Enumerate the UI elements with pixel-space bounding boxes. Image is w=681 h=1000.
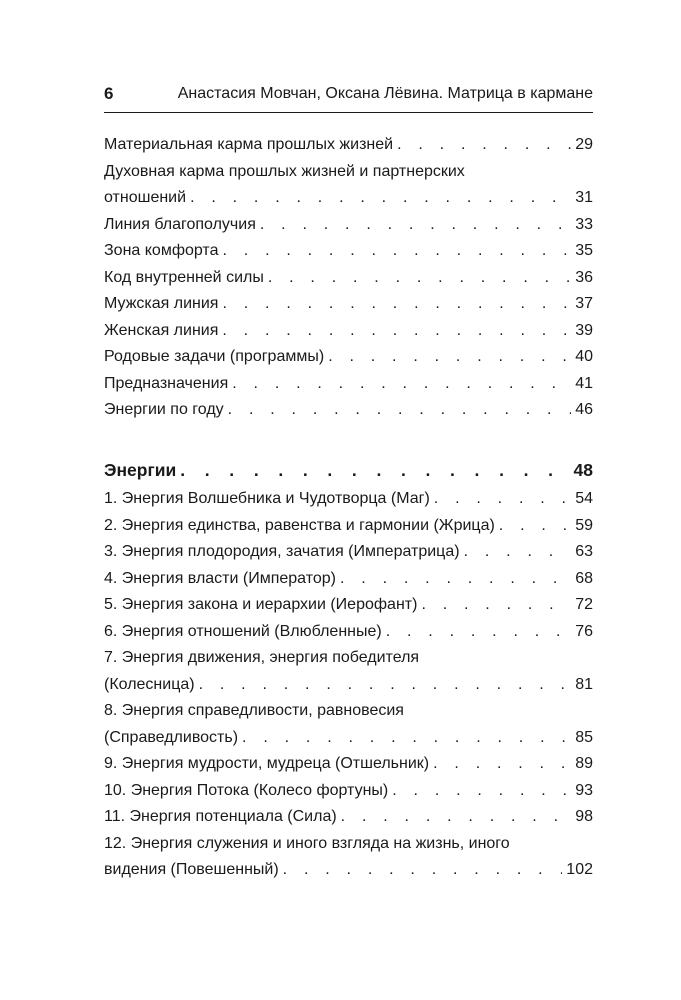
toc-entry-title: Зона комфорта	[104, 242, 219, 259]
toc-list-part2	[104, 486, 593, 884]
toc-entry[interactable]	[104, 212, 593, 239]
dot-leader	[222, 291, 571, 318]
dot-leader	[434, 486, 571, 513]
toc-entry[interactable]	[104, 291, 593, 318]
running-head	[104, 82, 593, 106]
toc-list-part1	[104, 132, 593, 424]
section-page: 48	[573, 460, 593, 480]
toc-entry-page: 29	[575, 136, 593, 153]
toc-entry[interactable]	[104, 698, 593, 751]
toc-entry[interactable]	[104, 804, 593, 831]
page-number: 6	[104, 84, 114, 103]
toc-entry[interactable]	[104, 778, 593, 805]
toc-entry[interactable]	[104, 513, 593, 540]
toc-entry[interactable]	[104, 238, 593, 265]
dot-leader	[268, 265, 571, 292]
toc-entry[interactable]	[104, 619, 593, 646]
dot-leader	[222, 318, 571, 345]
dot-leader	[433, 751, 571, 778]
toc-entry[interactable]	[104, 344, 593, 371]
toc-entry[interactable]	[104, 592, 593, 619]
toc-entry-title: Родовые задачи (программы)	[104, 348, 325, 365]
section-title: Энергии	[104, 460, 177, 480]
toc-entry[interactable]	[104, 831, 593, 884]
dot-leader	[386, 619, 571, 646]
toc-entry-page: 54	[575, 490, 593, 507]
toc-entry-title-continued: видения (Повешенный)	[104, 861, 279, 878]
toc-entry-title: 9. Энергия мудрости, мудреца (Отшельник)	[104, 755, 430, 772]
toc-entry-title: 5. Энергия закона и иерархии (Иерофант)	[104, 596, 418, 613]
section-heading[interactable]	[104, 456, 593, 484]
toc-entry[interactable]	[104, 318, 593, 345]
dot-leader	[421, 592, 571, 619]
toc-entry-page: 72	[575, 596, 593, 613]
toc-entry-page: 98	[575, 808, 593, 825]
dot-leader	[341, 804, 572, 831]
toc-entry[interactable]	[104, 132, 593, 159]
toc-entry-page: 40	[575, 348, 593, 365]
dot-leader	[397, 132, 571, 159]
dot-leader	[464, 539, 572, 566]
section-heading-block	[104, 456, 593, 484]
toc-entry-page: 37	[575, 295, 593, 312]
toc-entry-title-continued: отношений	[104, 189, 187, 206]
toc-entry-page: 31	[575, 189, 593, 206]
toc-entry-page: 59	[575, 516, 593, 534]
toc-entry[interactable]	[104, 645, 593, 698]
toc-entry[interactable]	[104, 371, 593, 398]
dot-leader	[180, 456, 569, 484]
toc-entry-title: Материальная карма прошлых жизней	[104, 136, 394, 153]
toc-entry-title-continued: (Справедливость)	[104, 728, 239, 746]
toc-entry-page: 63	[575, 543, 593, 560]
dot-leader	[242, 725, 571, 752]
running-title: Анастасия Мовчан, Оксана Лёвина. Матрица в кармане	[177, 85, 593, 102]
toc-entry[interactable]	[104, 539, 593, 566]
dot-leader	[283, 857, 563, 884]
dot-leader	[499, 513, 571, 540]
toc-entry-title: 7. Энергия движения, энергия победителя	[104, 649, 420, 666]
dot-leader	[392, 778, 571, 805]
dot-leader	[199, 672, 572, 699]
toc-entry-page: 33	[575, 215, 593, 233]
toc-entry-title: Духовная карма прошлых жизней и партнерских	[104, 162, 465, 180]
toc-entry[interactable]	[104, 159, 593, 212]
toc-entry-page: 36	[575, 268, 593, 286]
toc-entry[interactable]	[104, 751, 593, 778]
toc-entry-title: Энергии по году	[104, 401, 224, 418]
toc-entry-title: 10. Энергия Потока (Колесо фортуны)	[104, 781, 389, 799]
toc-entry-title: 3. Энергия плодородия, зачатия (Императрица)	[104, 543, 460, 560]
header-rule	[104, 112, 593, 113]
toc-entry-page: 46	[575, 401, 593, 418]
toc-entry-page: 41	[575, 374, 593, 392]
toc-entry-title: Линия благополучия	[104, 215, 256, 233]
toc-entry-page: 35	[575, 242, 593, 259]
dot-leader	[328, 344, 571, 371]
toc-entry-page: 89	[575, 755, 593, 772]
toc-entry[interactable]	[104, 265, 593, 292]
toc-entry-page: 68	[575, 569, 593, 587]
toc-entry-page: 81	[575, 675, 593, 693]
toc-entry-page: 85	[575, 728, 593, 746]
toc-entry-title: 6. Энергия отношений (Влюбленные)	[104, 622, 382, 640]
toc-entry-title: Женская линия	[104, 321, 219, 339]
toc-entry-title: Мужская линия	[104, 295, 219, 312]
toc-entry-title: 11. Энергия потенциала (Сила)	[104, 808, 337, 825]
dot-leader	[228, 397, 572, 424]
toc-entry-page: 102	[566, 861, 593, 878]
toc-entry-title: Код внутренней силы	[104, 268, 264, 286]
toc-entry-page: 93	[575, 781, 593, 799]
toc-entry-title: 12. Энергия служения и иного взгляда на жизнь, иного	[104, 834, 510, 852]
toc-entry-page: 76	[575, 622, 593, 640]
toc-entry-title-continued: (Колесница)	[104, 675, 195, 693]
toc-entry-page: 39	[575, 321, 593, 339]
toc-entry[interactable]	[104, 397, 593, 424]
dot-leader	[340, 566, 571, 593]
toc-entry-title: 8. Энергия справедливости, равновесия	[104, 702, 404, 719]
dot-leader	[232, 371, 571, 398]
dot-leader	[260, 212, 571, 239]
toc-entry-title: Предназначения	[104, 374, 229, 392]
toc-entry-title: 2. Энергия единства, равенства и гармонии (Жрица)	[104, 516, 495, 534]
toc-entry[interactable]	[104, 486, 593, 513]
dot-leader	[222, 238, 571, 265]
toc-entry[interactable]	[104, 566, 593, 593]
toc-entry-title: 1. Энергия Волшебника и Чудотворца (Маг)	[104, 490, 430, 507]
toc-entry-title: 4. Энергия власти (Император)	[104, 569, 336, 587]
dot-leader	[190, 185, 571, 212]
